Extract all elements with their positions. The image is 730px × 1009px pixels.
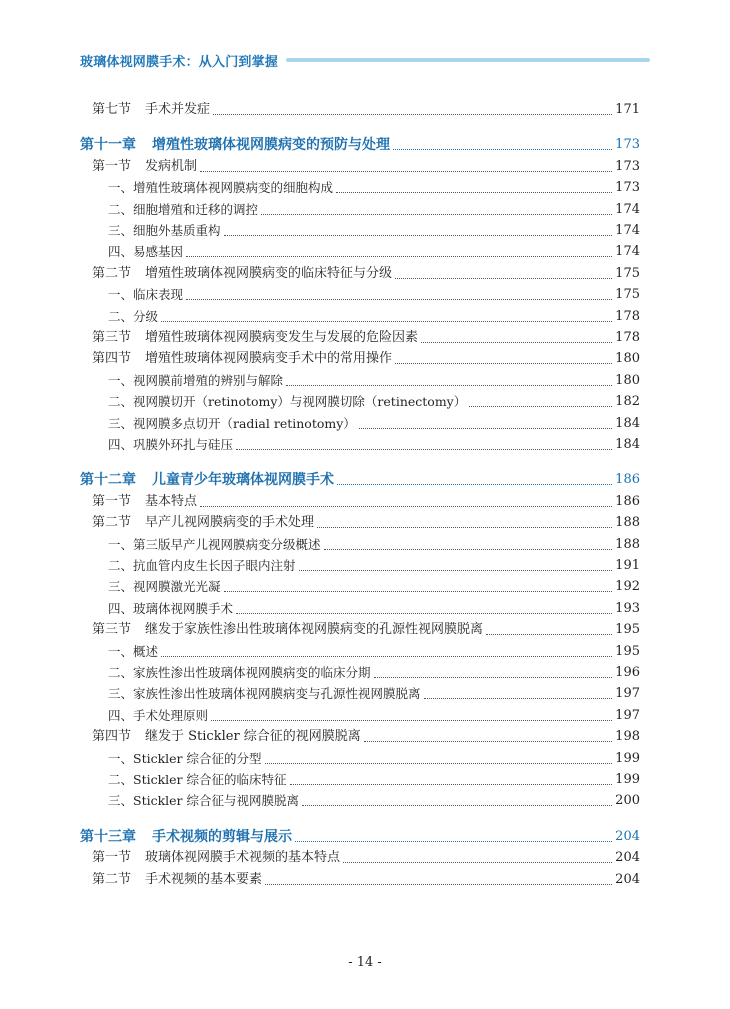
- dot-leader: [299, 570, 613, 571]
- page-number: - 14 -: [348, 955, 382, 970]
- toc-entry-number: 第一节: [92, 850, 132, 866]
- dot-leader: [200, 171, 612, 172]
- dot-leader: [343, 862, 612, 863]
- toc-page-number: 196: [615, 665, 640, 680]
- toc-page-number: 204: [615, 828, 640, 844]
- toc-entry-text: 一、概述: [108, 643, 159, 659]
- dot-leader: [359, 428, 612, 429]
- toc-entry-text: 三、Stickler 综合征与视网膜脱离: [108, 793, 300, 809]
- dot-leader: [261, 214, 612, 215]
- dot-leader: [161, 656, 612, 657]
- toc-entry-text: 二、分级: [108, 308, 159, 324]
- toc-chapter-row: [80, 825, 640, 847]
- dot-leader: [213, 114, 612, 115]
- dot-leader: [186, 256, 612, 257]
- toc-entry-text: 基本特点: [145, 493, 198, 509]
- toc-item-row: [80, 661, 640, 683]
- toc-entry-text: 二、抗血管内皮生长因子眼内注射: [108, 558, 296, 573]
- toc-entry-number: 第十一章: [80, 137, 136, 154]
- toc-entry-number: 第三节: [92, 330, 132, 345]
- toc-page-number: 195: [615, 643, 640, 659]
- toc-entry-title: [92, 848, 340, 868]
- toc-page-number: 195: [615, 622, 640, 638]
- toc-entry-text: 手术视频的剪辑与展示: [152, 828, 292, 845]
- toc-page-number: 184: [615, 415, 640, 431]
- dot-leader: [424, 698, 613, 699]
- toc-entry-title: [92, 328, 418, 348]
- toc-page-number: 178: [615, 330, 640, 345]
- toc-entry-text: 发病机制: [145, 158, 198, 174]
- toc-section-row: [80, 262, 640, 284]
- toc-item-row: [80, 747, 640, 769]
- dot-leader: [324, 549, 613, 550]
- toc-entry-number: 第一节: [92, 158, 132, 174]
- toc-entry-text: 继发于家族性渗出性玻璃体视网膜病变的孔源性视网膜脱离: [145, 622, 484, 638]
- toc-entry-text: 一、Stickler 综合征的分型: [108, 750, 262, 766]
- toc-section-row: [80, 490, 640, 512]
- toc-page-number: 175: [615, 265, 640, 281]
- toc-item-row: [80, 789, 640, 811]
- book-title: 玻璃体视网膜手术：从入门到掌握: [80, 54, 279, 70]
- dot-leader: [302, 805, 612, 806]
- toc-entry-title: [108, 285, 183, 305]
- toc-entry-text: 四、易感基因: [108, 244, 184, 260]
- toc-entry-title: [108, 414, 356, 434]
- dot-leader: [265, 884, 612, 885]
- toc-entry-title: [108, 435, 233, 455]
- toc-entry-title: [108, 242, 183, 262]
- dot-leader: [336, 192, 612, 193]
- toc-entry-title: [108, 307, 158, 327]
- toc-page-number: 174: [615, 244, 640, 260]
- toc-entry-title: [108, 684, 421, 704]
- dot-leader: [236, 449, 612, 450]
- table-of-contents: [80, 0, 640, 1009]
- toc-entry-title: [92, 157, 197, 177]
- toc-entry-text: 四、手术处理原则: [108, 707, 209, 723]
- toc-chapter-row: [80, 133, 640, 155]
- toc-entry-title: [108, 221, 221, 241]
- toc-entry-text: 手术视频的基本要素: [145, 871, 263, 887]
- toc-section-row: [80, 347, 640, 369]
- toc-entry-text: 一、视网膜前增殖的辨别与解除: [108, 372, 284, 388]
- toc-entry-text: 四、玻璃体视网膜手术: [108, 600, 234, 616]
- toc-entry-title: [108, 791, 299, 811]
- toc-entry-text: 二、细胞增殖和迁移的调控: [108, 201, 259, 217]
- toc-entry-text: 一、第三版早产儿视网膜病变分级概述: [108, 536, 321, 552]
- toc-item-row: [80, 575, 640, 597]
- dot-leader: [486, 634, 612, 635]
- dot-leader: [211, 720, 612, 721]
- toc-item-row: [80, 433, 640, 455]
- toc-section-row: [80, 98, 640, 120]
- toc-entry-title: [108, 749, 262, 769]
- toc-item-row: [80, 283, 640, 305]
- toc-entry-text: 玻璃体视网膜手术视频的基本特点: [145, 850, 341, 866]
- toc-page-number: 178: [615, 308, 640, 324]
- toc-entry-title: [80, 470, 334, 490]
- toc-item-row: [80, 533, 640, 555]
- toc-page-number: 184: [615, 437, 640, 452]
- toc-entry-number: 第二节: [92, 871, 132, 887]
- dot-leader: [374, 677, 613, 678]
- dot-leader: [161, 321, 612, 322]
- toc-entry-title: [108, 577, 221, 597]
- toc-page-number: 175: [615, 287, 640, 303]
- toc-entry-title: [92, 349, 392, 369]
- toc-section-row: [80, 846, 640, 868]
- toc-page-number: 173: [615, 158, 640, 174]
- toc-entry-title: [80, 135, 390, 155]
- toc-entry-title: [108, 642, 158, 662]
- toc-entry-text: 增殖性玻璃体视网膜病变的临床特征与分级: [145, 265, 393, 281]
- dot-leader: [200, 506, 612, 507]
- toc-page-number: 199: [615, 750, 640, 766]
- toc-item-row: [80, 198, 640, 220]
- dot-leader: [421, 342, 612, 343]
- toc-page-number: 197: [615, 686, 640, 702]
- toc-entry-number: 第四节: [92, 729, 132, 745]
- toc-page-number: 204: [615, 850, 640, 866]
- toc-page-number: 197: [615, 707, 640, 723]
- toc-item-row: [80, 768, 640, 790]
- toc-page-number: 171: [615, 102, 640, 117]
- toc-item-row: [80, 219, 640, 241]
- dot-leader: [295, 841, 612, 842]
- toc-entry-text: 继发于 Stickler 综合征的视网膜脱离: [145, 729, 361, 745]
- toc-entry-title: [108, 706, 208, 726]
- toc-entry-title: [92, 100, 210, 120]
- dot-leader: [224, 591, 613, 592]
- toc-section-row: [80, 725, 640, 747]
- dot-leader: [290, 784, 613, 785]
- toc-page-number: 174: [615, 223, 640, 238]
- toc-page-number: 193: [615, 600, 640, 616]
- toc-entry-text: 三、细胞外基质重构: [108, 223, 221, 238]
- toc-item-row: [80, 305, 640, 327]
- toc-section-row: [80, 868, 640, 890]
- toc-page-number: 188: [615, 515, 640, 531]
- toc-chapter-row: [80, 468, 640, 490]
- toc-entry-title: [92, 492, 197, 512]
- toc-page-number: 173: [615, 137, 640, 153]
- toc-entry-number: 第十三章: [80, 828, 136, 845]
- toc-entry-text: 三、家族性渗出性玻璃体视网膜病变与孔源性视网膜脱离: [108, 686, 421, 702]
- toc-entry-title: [108, 770, 287, 790]
- toc-entry-title: [92, 727, 361, 747]
- toc-page-number: 198: [615, 729, 640, 745]
- toc-page-number: 199: [615, 772, 640, 787]
- toc-page-number: 188: [615, 536, 640, 552]
- toc-entry-title: [92, 620, 483, 640]
- toc-item-row: [80, 597, 640, 619]
- toc-entry-title: [92, 513, 314, 533]
- toc-entry-title: [108, 392, 466, 412]
- toc-entry-title: [108, 371, 283, 391]
- toc-page-number: 200: [615, 793, 640, 809]
- dot-leader: [317, 527, 612, 528]
- dot-leader: [286, 385, 612, 386]
- toc-entry-text: 手术并发症: [145, 102, 211, 117]
- toc-entry-text: 四、巩膜外环扎与硅压: [108, 437, 234, 452]
- toc-entry-title: [108, 663, 371, 683]
- toc-page-number: 182: [615, 394, 640, 410]
- dot-leader: [469, 406, 612, 407]
- toc-entry-text: 早产儿视网膜病变的手术处理: [145, 515, 315, 531]
- toc-entry-number: 第十二章: [80, 472, 136, 489]
- toc-entry-text: 三、视网膜多点切开（radial retinotomy）: [108, 415, 356, 431]
- toc-entry-text: 一、临床表现: [108, 287, 184, 303]
- toc-entry-text: 增殖性玻璃体视网膜病变的预防与处理: [152, 137, 390, 154]
- dot-leader: [395, 363, 612, 364]
- toc-item-row: [80, 704, 640, 726]
- toc-section-row: [80, 618, 640, 640]
- toc-entry-text: 二、视网膜切开（retinotomy）与视网膜切除（retinectomy）: [108, 394, 467, 410]
- toc-entry-text: 儿童青少年玻璃体视网膜手术: [152, 472, 334, 489]
- toc-item-row: [80, 412, 640, 434]
- toc-entry-title: [108, 556, 296, 576]
- toc-page-number: 192: [615, 579, 640, 595]
- dot-leader: [265, 763, 613, 764]
- dot-leader: [364, 741, 612, 742]
- toc-entry-number: 第四节: [92, 351, 132, 367]
- toc-section-row: [80, 155, 640, 177]
- dot-leader: [395, 278, 612, 279]
- dot-leader: [337, 484, 612, 485]
- toc-page-number: 173: [615, 180, 640, 196]
- dot-leader: [224, 235, 613, 236]
- toc-entry-title: [108, 200, 258, 220]
- toc-page-number: 191: [615, 558, 640, 573]
- toc-entry-title: [108, 178, 333, 198]
- toc-entry-text: 二、Stickler 综合征的临床特征: [108, 772, 287, 787]
- toc-section-row: [80, 326, 640, 348]
- toc-entry-number: 第三节: [92, 622, 132, 638]
- toc-entry-title: [80, 827, 292, 847]
- toc-entry-title: [108, 535, 321, 555]
- toc-entry-title: [108, 599, 233, 619]
- toc-page-number: 174: [615, 201, 640, 217]
- toc-item-row: [80, 682, 640, 704]
- toc-entry-number: 第二节: [92, 515, 132, 531]
- toc-entry-title: [92, 264, 392, 284]
- dot-leader: [393, 149, 612, 150]
- toc-page-number: 186: [615, 472, 640, 488]
- toc-entry-number: 第二节: [92, 265, 132, 281]
- toc-item-row: [80, 369, 640, 391]
- toc-page-number: 186: [615, 493, 640, 509]
- toc-entry-number: 第一节: [92, 493, 132, 509]
- toc-item-row: [80, 176, 640, 198]
- toc-entry-number: 第七节: [92, 102, 132, 117]
- toc-page-number: 204: [615, 871, 640, 887]
- dot-leader: [236, 613, 612, 614]
- toc-entry-text: 增殖性玻璃体视网膜病变手术中的常用操作: [145, 351, 393, 367]
- dot-leader: [186, 299, 612, 300]
- toc-entry-text: 一、增殖性玻璃体视网膜病变的细胞构成: [108, 180, 334, 196]
- toc-section-row: [80, 511, 640, 533]
- toc-entry-title: [92, 870, 262, 890]
- toc-item-row: [80, 390, 640, 412]
- toc-item-row: [80, 640, 640, 662]
- toc-entry-text: 增殖性玻璃体视网膜病变发生与发展的危险因素: [145, 330, 419, 345]
- toc-entry-text: 三、视网膜激光光凝: [108, 579, 221, 595]
- toc-item-row: [80, 240, 640, 262]
- toc-entry-text: 二、家族性渗出性玻璃体视网膜病变的临床分期: [108, 665, 371, 680]
- toc-item-row: [80, 554, 640, 576]
- toc-page-number: 180: [615, 351, 640, 367]
- toc-page-number: 180: [615, 372, 640, 388]
